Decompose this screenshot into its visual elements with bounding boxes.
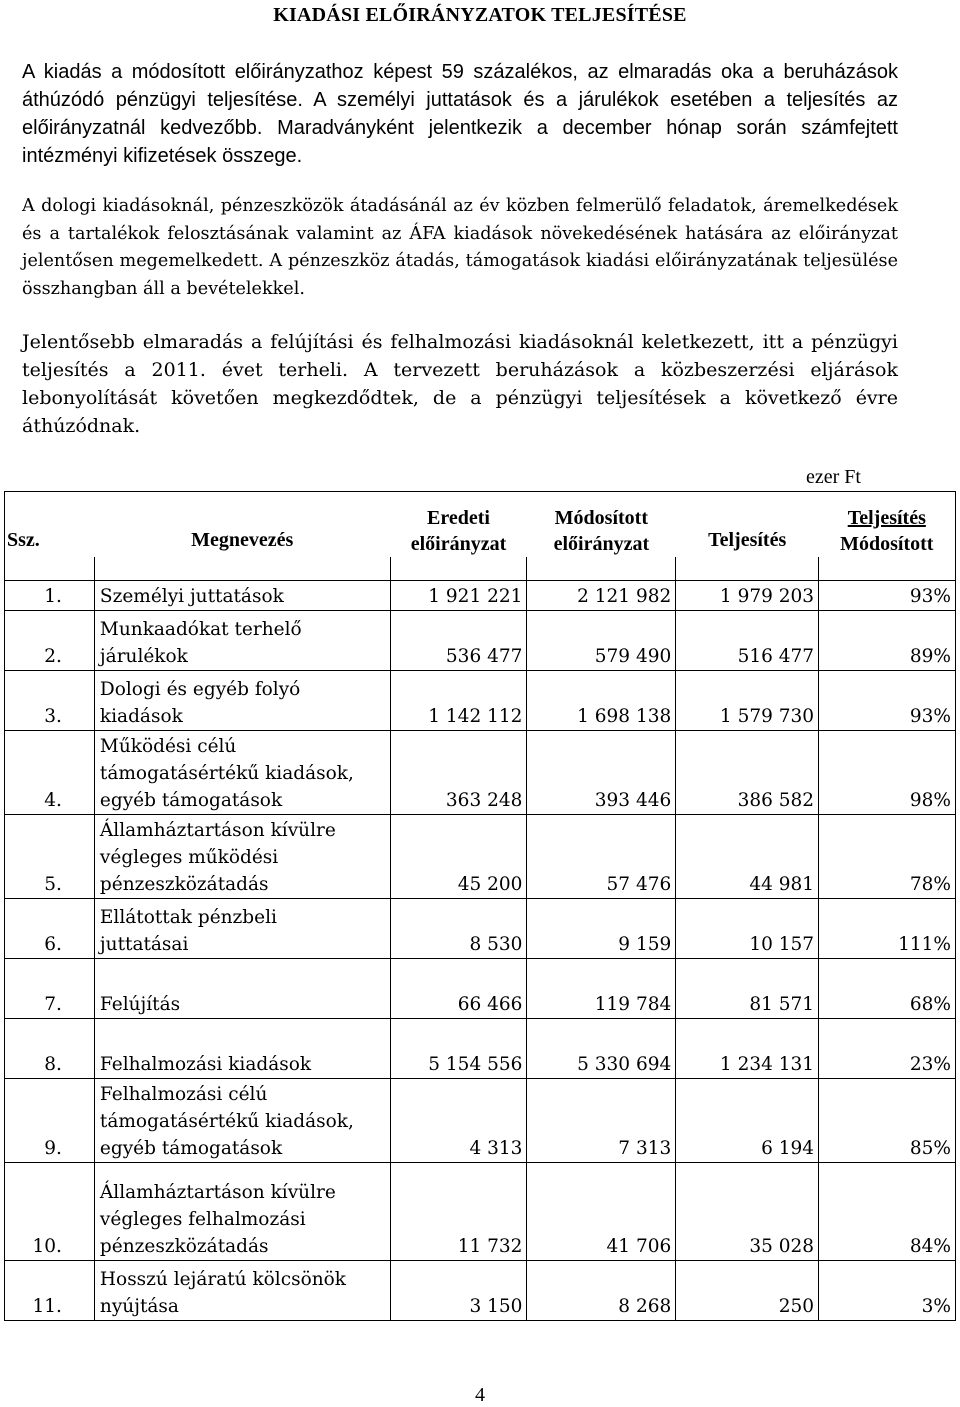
header-modified-line2: előirányzat — [553, 533, 650, 555]
row-name-line: járulékok — [99, 646, 188, 667]
performance: 386 582 — [676, 731, 819, 815]
performance: 44 981 — [676, 815, 819, 899]
table-row — [5, 1079, 956, 1163]
performance-ratio: 68% — [819, 959, 956, 1019]
table-row — [5, 671, 956, 731]
table-body — [5, 557, 956, 1321]
spacer-cell — [5, 557, 95, 581]
row-number: 7. — [5, 959, 95, 1019]
table-row — [5, 899, 956, 959]
performance: 10 157 — [676, 899, 819, 959]
ratio-numerator: Teljesítés — [847, 507, 926, 529]
performance-ratio: 98% — [819, 731, 956, 815]
spacer-cell — [676, 557, 819, 581]
performance: 1 979 203 — [676, 581, 819, 611]
original-appropriation: 11 732 — [390, 1163, 527, 1261]
paragraph-1: A kiadás a módosított előirányzathoz képest 59 százalékos, az elmaradás oka a beruházások áthúzódó pénzügyi teljesítése. A személyi juttatások és a járulékok esetében a teljesítés az előirányzatnál kedvezőbb. Maradványként jelentkezik a december hónap során számfejtett intézményi kifizetések összege. — [22, 61, 898, 167]
row-name-line: Hosszú lejáratú kölcsönök — [99, 1269, 346, 1290]
original-appropriation: 1 921 221 — [390, 581, 527, 611]
original-appropriation: 363 248 — [390, 731, 527, 815]
original-appropriation: 4 313 — [390, 1079, 527, 1163]
performance-ratio: 3% — [819, 1261, 956, 1321]
row-name-line: Államháztartáson kívülre — [99, 1182, 336, 1203]
row-name-line: végleges működési — [99, 847, 279, 868]
original-appropriation: 536 477 — [390, 611, 527, 671]
row-name-line: Felhalmozási célú — [99, 1084, 268, 1105]
header-ssz: Ssz. — [5, 492, 95, 558]
performance: 35 028 — [676, 1163, 819, 1261]
row-number: 5. — [5, 815, 95, 899]
row-name — [94, 1079, 390, 1163]
spacer-cell — [527, 557, 676, 581]
row-name-line: Ellátottak pénzbeli — [99, 907, 277, 928]
table-row — [5, 731, 956, 815]
row-name-line: nyújtása — [99, 1296, 179, 1317]
row-name — [94, 671, 390, 731]
page-number: 4 — [475, 1384, 485, 1406]
row-name — [94, 1261, 390, 1321]
header-ratio-line1 — [823, 505, 951, 531]
row-name — [94, 815, 390, 899]
table-row — [5, 1019, 956, 1079]
header-ratio — [819, 492, 956, 558]
row-name — [94, 899, 390, 959]
performance: 250 — [676, 1261, 819, 1321]
row-number: 8. — [5, 1019, 95, 1079]
header-original — [390, 492, 527, 558]
modified-appropriation: 41 706 — [527, 1163, 676, 1261]
row-name-line: támogatásértékű kiadások, — [99, 1111, 354, 1132]
row-number: 4. — [5, 731, 95, 815]
row-name-line: Működési célú — [99, 736, 237, 757]
row-name-line: pénzeszközátadás — [99, 1236, 269, 1257]
row-name — [94, 731, 390, 815]
expenditure-table — [4, 491, 956, 1321]
row-name-line: egyéb támogatások — [99, 1138, 283, 1159]
table-row — [5, 959, 956, 1019]
header-name: Megnevezés — [94, 492, 390, 558]
original-appropriation: 3 150 — [390, 1261, 527, 1321]
modified-appropriation: 9 159 — [527, 899, 676, 959]
row-name-line: pénzeszközátadás — [99, 874, 269, 895]
modified-appropriation: 7 313 — [527, 1079, 676, 1163]
row-name-line: egyéb támogatások — [99, 790, 283, 811]
performance: 1 234 131 — [676, 1019, 819, 1079]
modified-appropriation: 57 476 — [527, 815, 676, 899]
performance-ratio: 93% — [819, 581, 956, 611]
modified-appropriation: 5 330 694 — [527, 1019, 676, 1079]
unit-label: ezer Ft — [806, 466, 861, 488]
row-number: 2. — [5, 611, 95, 671]
row-name — [94, 1019, 390, 1079]
table-row — [5, 611, 956, 671]
modified-appropriation: 2 121 982 — [527, 581, 676, 611]
performance: 6 194 — [676, 1079, 819, 1163]
modified-appropriation: 579 490 — [527, 611, 676, 671]
performance-ratio: 111% — [819, 899, 956, 959]
performance-ratio: 78% — [819, 815, 956, 899]
spacer-cell — [94, 557, 390, 581]
spacer-cell — [819, 557, 956, 581]
row-name — [94, 959, 390, 1019]
row-name-line: Felhalmozási kiadások — [99, 1054, 312, 1075]
performance: 516 477 — [676, 611, 819, 671]
row-name-line: támogatásértékű kiadások, — [99, 763, 354, 784]
row-name-line: Felújítás — [99, 994, 181, 1015]
original-appropriation: 8 530 — [390, 899, 527, 959]
table-row — [5, 1261, 956, 1321]
page-title: KIADÁSI ELŐIRÁNYZATOK TELJESÍTÉSE — [273, 4, 687, 26]
header-original-line2: előirányzat — [410, 533, 507, 555]
modified-appropriation: 393 446 — [527, 731, 676, 815]
modified-appropriation: 119 784 — [527, 959, 676, 1019]
row-number: 9. — [5, 1079, 95, 1163]
row-number: 6. — [5, 899, 95, 959]
table-row — [5, 815, 956, 899]
row-number: 10. — [5, 1163, 95, 1261]
original-appropriation: 1 142 112 — [390, 671, 527, 731]
modified-appropriation: 1 698 138 — [527, 671, 676, 731]
performance-ratio: 93% — [819, 671, 956, 731]
original-appropriation: 45 200 — [390, 815, 527, 899]
performance-ratio: 85% — [819, 1079, 956, 1163]
table-header-row — [5, 492, 956, 558]
row-name-line: Államháztartáson kívülre — [99, 820, 336, 841]
performance-ratio: 89% — [819, 611, 956, 671]
row-name-line: kiadások — [99, 706, 183, 727]
row-name — [94, 611, 390, 671]
header-modified — [527, 492, 676, 558]
performance: 81 571 — [676, 959, 819, 1019]
row-number: 11. — [5, 1261, 95, 1321]
table-row — [5, 581, 956, 611]
row-number: 3. — [5, 671, 95, 731]
original-appropriation: 66 466 — [390, 959, 527, 1019]
row-number: 1. — [5, 581, 95, 611]
performance: 1 579 730 — [676, 671, 819, 731]
modified-appropriation: 8 268 — [527, 1261, 676, 1321]
header-ratio-line2: Módosított — [840, 533, 934, 555]
spacer-cell — [390, 557, 527, 581]
header-original-line1: Eredeti — [427, 507, 490, 529]
paragraph-2: A dologi kiadásoknál, pénzeszközök átadásánál az év közben felmerülő feladatok, áremelkedések és a tartalékok felosztásának valamint az ÁFA kiadások növekedésének hatására az előirányzat jelentősen megemelkedett. A pénzeszköz átadás, támogatások kiadási előirányzatának teljesülése összhangban áll a bevételekkel. — [22, 196, 898, 299]
row-name-line: végleges felhalmozási — [99, 1209, 306, 1230]
header-performance: Teljesítés — [676, 492, 819, 558]
row-name — [94, 1163, 390, 1261]
performance-ratio: 23% — [819, 1019, 956, 1079]
performance-ratio: 84% — [819, 1163, 956, 1261]
original-appropriation: 5 154 556 — [390, 1019, 527, 1079]
header-spacer-row — [5, 557, 956, 581]
row-name-line: Személyi juttatások — [99, 586, 284, 607]
row-name-line: Dologi és egyéb folyó — [99, 679, 301, 700]
table-row — [5, 1163, 956, 1261]
paragraph-3: Jelentősebb elmaradás a felújítási és felhalmozási kiadásoknál keletkezett, itt a pénzügyi teljesítés a 2011. évet terheli. A tervezett beruházások a közbeszerzési eljárások lebonyolítását követően megkezdődtek, de a pénzügyi teljesítések a következő évre áthúzódnak. — [22, 331, 898, 437]
row-name — [94, 581, 390, 611]
row-name-line: juttatásai — [99, 934, 189, 955]
header-modified-line1: Módosított — [554, 507, 648, 529]
row-name-line: Munkaadókat terhelő — [99, 619, 302, 640]
